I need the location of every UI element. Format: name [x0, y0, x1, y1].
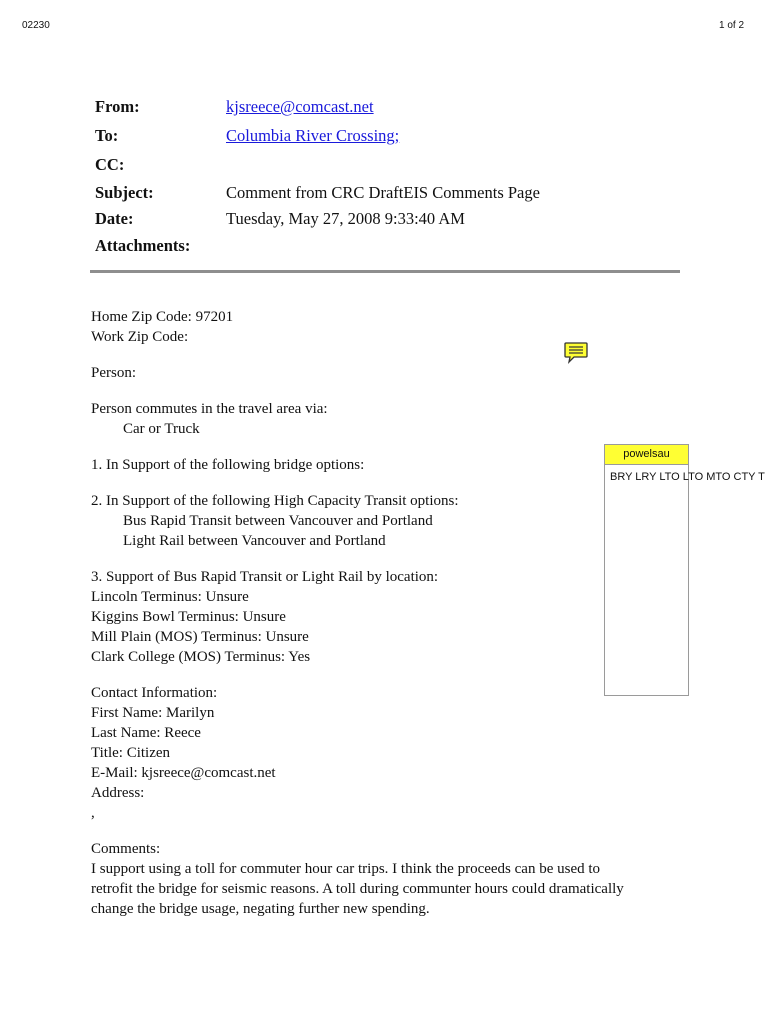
commute-intro: Person commutes in the travel area via: [91, 401, 328, 417]
comment-line: I support using a toll for commuter hour car trips. I think the proceeds can be used to [91, 861, 601, 877]
comment-line: retrofit the bridge for seismic reasons. A toll during communter hours could dramatically [91, 881, 624, 897]
zip-section [91, 307, 691, 347]
email-body [91, 307, 691, 935]
subject-value: Comment from CRC DraftEIS Comments Page [226, 183, 540, 202]
location-item: Mill Plain (MOS) Terminus: Unsure [91, 629, 309, 645]
person-label: Person: [91, 365, 136, 381]
location-item: Clark College (MOS) Terminus: Yes [91, 649, 311, 665]
first-name: First Name: Marilyn [91, 705, 215, 721]
annotation-text: BRY LRY LTO LTO MTO CTY T [610, 471, 765, 483]
header-divider [90, 270, 680, 273]
location-section [91, 567, 691, 667]
comment-line: change the bridge usage, negating further new spending. [91, 901, 430, 917]
subject-label: Subject: [95, 183, 154, 202]
date-value: Tuesday, May 27, 2008 9:33:40 AM [226, 209, 465, 228]
date-label: Date: [95, 209, 134, 228]
contact-intro: Contact Information: [91, 685, 218, 701]
to-recipient-link[interactable]: Columbia River Crossing; [226, 126, 400, 145]
contact-title: Title: Citizen [91, 745, 171, 761]
attachments-label: Attachments: [95, 236, 191, 255]
page-indicator: 1 of 2 [719, 20, 745, 31]
comments-intro: Comments: [91, 841, 161, 857]
annotation-author: powelsau [605, 445, 688, 465]
transit-option: Light Rail between Vancouver and Portland [123, 533, 386, 549]
location-intro: 3. Support of Bus Rapid Transit or Light Rail by location: [91, 569, 439, 585]
commute-mode: Car or Truck [123, 421, 200, 437]
document-id: 02230 [22, 20, 50, 31]
transit-option: Bus Rapid Transit between Vancouver and Portland [123, 513, 433, 529]
cc-label: CC: [95, 155, 125, 174]
address-label: Address: [91, 785, 145, 801]
bridge-options: 1. In Support of the following bridge options: [91, 457, 365, 473]
from-email-link[interactable]: kjsreece@comcast.net [226, 97, 374, 116]
location-item: Lincoln Terminus: Unsure [91, 589, 249, 605]
location-item: Kiggins Bowl Terminus: Unsure [91, 609, 286, 625]
home-zip: Home Zip Code: 97201 [91, 309, 234, 325]
to-label: To: [95, 126, 119, 145]
from-label: From: [95, 97, 140, 116]
address-value: , [91, 805, 95, 821]
transit-section [91, 491, 691, 551]
contact-section [91, 683, 691, 823]
bridge-section [91, 455, 691, 475]
work-zip: Work Zip Code: [91, 329, 189, 345]
contact-email: E-Mail: kjsreece@comcast.net [91, 765, 276, 781]
commute-section [91, 399, 691, 439]
person-section [91, 363, 691, 383]
transit-intro: 2. In Support of the following High Capacity Transit options: [91, 493, 459, 509]
comments-section [91, 839, 691, 919]
note-icon[interactable] [563, 339, 589, 365]
last-name: Last Name: Reece [91, 725, 201, 741]
